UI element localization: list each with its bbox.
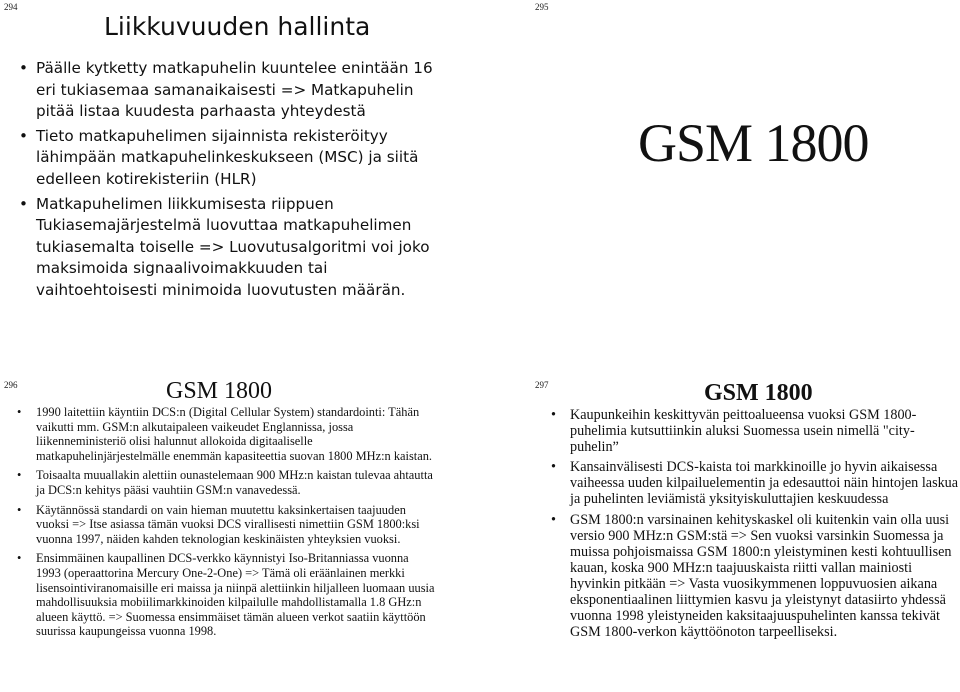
page-number: 296 [4,380,18,390]
page-number: 294 [4,2,18,12]
list-item: • 1990 laitettiin käyntiin DCS:n (Digital Cellular System) standardointi: Tähän vaikutti mm. GSM:n alkutaipaleen vaikeudet Englannissa, jossa liikenneministeriö olisi halunnut allokoida digitaaliselle matkapuhelinjärjestelmälle enemmän kapasiteettia suovan 1800 MHz:n kaistan. [36,405,436,463]
list-item: • Päälle kytketty matkapuhelin kuuntelee enintään 16 eri tukiasemaa samanaikaisesti => Matkapuhelin pitää listaa kuudesta parhaasta yhteydestä [36,58,436,123]
slide-title: GSM 1800 [638,113,869,173]
bullet-list [36,405,436,644]
list-item: • Ensimmäinen kaupallinen DCS-verkko käynnistyi Iso-Britanniassa vuonna 1993 (operaattorina Mercury One-2-One) => Tämä oli eräänlainen merkki lisensointiviranomaisille eri maissa ja niinpä alettiinkin hiljalleen luomaan uusia mahdollisuuksia mobiilimarkkinoiden kilpailulle mahdollistamalla 1.8 GHz:n alueen käyttö. => Suomessa ensimmäiset tämän alueen verkot saatiin käyttöön suurissa kaupungeissa vuonna 1998. [36,551,436,639]
list-item: • Kansainvälisesti DCS-kaista toi markkinoille jo hyvin aikaisessa vaiheessa uuden kilpailuelementin ja edesauttoi näin hintojen laskua ja puhelinten leviämistä yksityiskuluttajien keskuudessa [570,459,960,507]
list-item: • Käytännössä standardi on vain hieman muutettu kaksinkertaisen taajuuden vuoksi => Itse asiassa tämän vuoksi DCS virallisesti nimettiin GSM 1800:ksi vuonna 1997, näiden kahden teknologian keskinäisten yhteyksien vuoksi. [36,503,436,547]
page-number: 295 [535,2,549,12]
slide-296 [0,346,480,692]
slide-title: GSM 1800 [166,378,273,404]
list-item: • Matkapuhelimen liikkumisesta riippuen Tukiasemajärjestelmä luovuttaa matkapuhelimen tukiasemalta toiselle => Luovutusalgoritmi voi joko maksimoida signaalivoimakkuuden tai vaihtoehtoisesti minimoida luovutusten määrän. [36,194,436,302]
list-item: • GSM 1800:n varsinainen kehityskaskel oli kuitenkin vain olla uusi versio 900 MHz:n GSM:stä => Sen vuoksi varsinkin Suomessa ja muissa pohjoismaissa GSM 1800:n yleistyminen kesti kohtuullisen kauan, koska 900 MHz:n taajuuskaista riitti vallan mainiosti hyvinkin pitkään => Vasta vuosikymmenen loppuvuosien aikana eksponentiaalinen liittymien kasvu ja yleistynyt datasiirto yhdessä vuonna 1998 yleistyneiden kaksitaajuuspuhelinten kanssa tekivät GSM 1800-verkon käyttöönoton tarpeelliseksi. [570,512,960,641]
list-item: • Tieto matkapuhelimen sijainnista rekisteröityy lähimpään matkapuhelinkeskukseen (MSC) ja siitä edelleen kotirekisteriin (HLR) [36,126,436,191]
slide-title: GSM 1800 [704,380,813,406]
bullet-list [36,58,436,305]
bullet-list [570,407,960,644]
list-item: • Kaupunkeihin keskittyvän peittoalueensa vuoksi GSM 1800-puhelimia kutsuttiinkin aluksi Suomessa usein nimellä "city-puhelin” [570,407,960,455]
slide-294 [0,0,480,346]
slide-295 [480,0,960,346]
list-item: • Toisaalta muuallakin alettiin ounastelemaan 900 MHz:n kaistan tulevaa ahtautta ja DCS:n kehitys pääsi vauhtiin GSM:n vanavedessä. [36,468,436,497]
slide-title: Liikkuvuuden hallinta [104,12,371,41]
page-number: 297 [535,380,549,390]
slide-297 [480,346,960,692]
